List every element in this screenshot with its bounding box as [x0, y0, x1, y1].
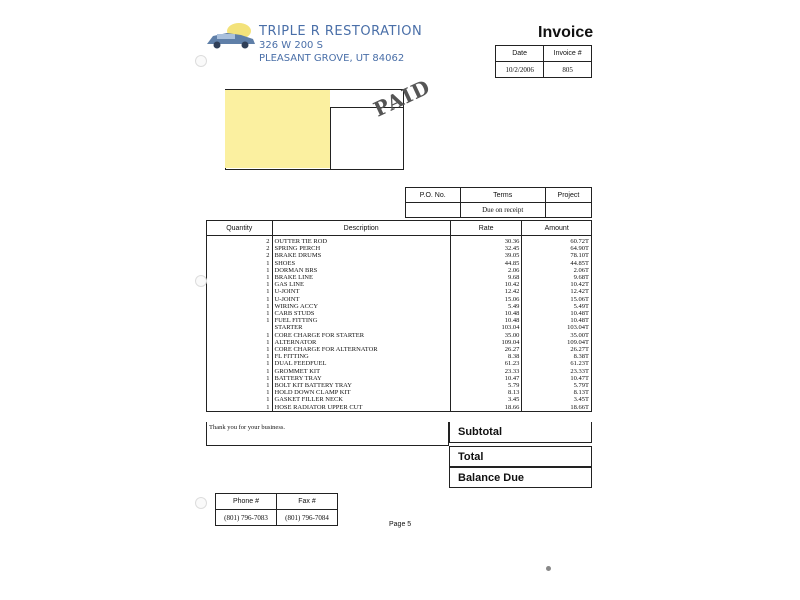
line-item-amount: 8.38T: [522, 353, 592, 360]
line-item-description: GASKET FILLER NECK: [272, 396, 450, 403]
line-item-amount: 44.85T: [522, 260, 592, 267]
line-item-amount: 78.10T: [522, 252, 592, 259]
line-item-description: BRAKE DRUMS: [272, 252, 450, 259]
line-item-quantity: 1: [207, 303, 273, 310]
line-item-amount: 10.48T: [522, 317, 592, 324]
line-item-description: CORE CHARGE FOR ALTERNATOR: [272, 346, 450, 353]
line-item-rate: 109.04: [450, 339, 522, 346]
line-item-quantity: 1: [207, 267, 273, 274]
line-item-row: [207, 389, 592, 396]
quantity-header: Quantity: [207, 221, 273, 236]
line-item-amount: 10.42T: [522, 281, 592, 288]
line-item-amount: 109.04T: [522, 339, 592, 346]
line-item-description: SHOES: [272, 260, 450, 267]
line-item-row: [207, 267, 592, 274]
line-item-row: [207, 382, 592, 389]
terms-value: Due on receipt: [460, 203, 545, 218]
line-item-quantity: 2: [207, 236, 273, 246]
line-item-row: [207, 375, 592, 382]
car-logo-icon: [205, 22, 257, 52]
description-header: Description: [272, 221, 450, 236]
po-value: [406, 203, 461, 218]
line-item-quantity: 1: [207, 260, 273, 267]
totals-area: [206, 422, 592, 490]
line-item-description: U-JOINT: [272, 296, 450, 303]
line-item-row: [207, 368, 592, 375]
line-item-row: [207, 303, 592, 310]
thank-you-note: Thank you for your business.: [206, 422, 449, 446]
line-item-amount: 12.42T: [522, 288, 592, 295]
line-item-rate: 8.13: [450, 389, 522, 396]
document-title: Invoice: [538, 24, 594, 41]
line-item-quantity: 2: [207, 245, 273, 252]
line-item-amount: 5.79T: [522, 382, 592, 389]
contact-table: [215, 493, 338, 526]
project-value: [545, 203, 591, 218]
line-item-amount: 10.47T: [522, 375, 592, 382]
page-number: Page 5: [389, 521, 412, 528]
line-item-description: DUAL FEEDFUEL: [272, 360, 450, 367]
line-item-rate: 30.36: [450, 236, 522, 246]
line-item-description: HOSE RADIATOR UPPER CUT: [272, 404, 450, 412]
line-item-row: [207, 236, 592, 246]
line-item-quantity: 2: [207, 252, 273, 259]
line-item-amount: 35.00T: [522, 332, 592, 339]
line-item-rate: 10.42: [450, 281, 522, 288]
line-item-rate: 3.45: [450, 396, 522, 403]
line-item-row: [207, 281, 592, 288]
fax-value: (801) 796-7084: [277, 510, 338, 526]
line-item-row: [207, 396, 592, 403]
line-item-description: GAS LINE: [272, 281, 450, 288]
line-item-rate: 9.68: [450, 274, 522, 281]
line-items-table: [206, 220, 592, 412]
project-header: Project: [545, 188, 591, 203]
punch-hole: [195, 275, 207, 287]
line-item-rate: 26.27: [450, 346, 522, 353]
line-item-quantity: 1: [207, 404, 273, 412]
fax-header: Fax #: [277, 494, 338, 510]
line-item-row: [207, 339, 592, 346]
line-item-description: HOLD DOWN CLAMP KIT: [272, 389, 450, 396]
line-item-quantity: 1: [207, 288, 273, 295]
line-item-amount: 5.49T: [522, 303, 592, 310]
line-item-rate: 15.06: [450, 296, 522, 303]
phone-header: Phone #: [216, 494, 277, 510]
invoice-number: 805: [544, 62, 592, 78]
rate-header: Rate: [450, 221, 522, 236]
line-item-quantity: 1: [207, 396, 273, 403]
line-item-description: BRAKE LINE: [272, 274, 450, 281]
line-item-rate: 10.48: [450, 310, 522, 317]
line-item-amount: 3.45T: [522, 396, 592, 403]
balance-due-label: Balance Due: [449, 467, 592, 488]
line-item-amount: 15.06T: [522, 296, 592, 303]
line-item-description: GROMMET KIT: [272, 368, 450, 375]
line-item-quantity: 1: [207, 310, 273, 317]
line-item-rate: 5.49: [450, 303, 522, 310]
invoice-info-table: [495, 45, 592, 78]
line-item-quantity: 1: [207, 346, 273, 353]
line-item-quantity: 1: [207, 332, 273, 339]
line-item-rate: 12.42: [450, 288, 522, 295]
line-item-amount: 61.23T: [522, 360, 592, 367]
line-item-row: [207, 260, 592, 267]
line-item-quantity: 1: [207, 360, 273, 367]
line-item-quantity: 1: [207, 317, 273, 324]
line-item-rate: 32.45: [450, 245, 522, 252]
subtotal-label: Subtotal: [449, 422, 592, 443]
invoice-number-header: Invoice #: [544, 46, 592, 62]
line-item-quantity: 1: [207, 382, 273, 389]
punch-hole: [195, 497, 207, 509]
line-item-row: [207, 353, 592, 360]
line-item-rate: 35.00: [450, 332, 522, 339]
line-item-rate: 5.79: [450, 382, 522, 389]
line-item-description: STARTER: [272, 324, 450, 331]
company-address-line1: 326 W 200 S: [259, 40, 323, 51]
line-item-amount: 9.68T: [522, 274, 592, 281]
line-item-rate: 10.48: [450, 317, 522, 324]
line-item-rate: 18.66: [450, 404, 522, 412]
line-item-rate: 103.04: [450, 324, 522, 331]
line-item-row: [207, 245, 592, 252]
line-item-description: FUEL FITTING: [272, 317, 450, 324]
line-item-rate: 2.06: [450, 267, 522, 274]
punch-hole: [195, 55, 207, 67]
line-item-row: [207, 296, 592, 303]
line-item-row: [207, 310, 592, 317]
line-item-description: BATTERY TRAY: [272, 375, 450, 382]
line-item-quantity: 1: [207, 281, 273, 288]
line-item-amount: 26.27T: [522, 346, 592, 353]
line-item-quantity: 1: [207, 274, 273, 281]
scan-smudge: [546, 566, 551, 571]
line-item-description: SPRING PERCH: [272, 245, 450, 252]
line-item-rate: 10.47: [450, 375, 522, 382]
line-item-amount: 18.66T: [522, 404, 592, 412]
line-item-description: U-JOINT: [272, 288, 450, 295]
line-item-row: [207, 332, 592, 339]
total-label: Total: [449, 446, 592, 467]
po-header: P.O. No.: [406, 188, 461, 203]
line-item-amount: 60.72T: [522, 236, 592, 246]
invoice-date: 10/2/2006: [496, 62, 544, 78]
line-item-amount: 8.13T: [522, 389, 592, 396]
line-item-description: ALTERNATOR: [272, 339, 450, 346]
line-item-quantity: 1: [207, 368, 273, 375]
line-item-row: [207, 360, 592, 367]
company-block: [259, 24, 422, 65]
line-item-amount: 103.04T: [522, 324, 592, 331]
line-item-description: CORE CHARGE FOR STARTER: [272, 332, 450, 339]
line-item-rate: 39.05: [450, 252, 522, 259]
line-item-rate: 8.38: [450, 353, 522, 360]
line-item-description: FL FITTING: [272, 353, 450, 360]
line-item-row: [207, 324, 592, 331]
line-item-rate: 44.85: [450, 260, 522, 267]
line-item-description: OUTTER TIE ROD: [272, 236, 450, 246]
line-item-rate: 61.23: [450, 360, 522, 367]
order-info-table: [405, 187, 592, 218]
line-item-rate: 23.33: [450, 368, 522, 375]
amount-header: Amount: [522, 221, 592, 236]
phone-value: (801) 796-7083: [216, 510, 277, 526]
line-item-quantity: [207, 324, 273, 331]
line-item-amount: 64.90T: [522, 245, 592, 252]
line-item-row: [207, 317, 592, 324]
line-item-row: [207, 288, 592, 295]
line-item-amount: 10.48T: [522, 310, 592, 317]
line-item-quantity: 1: [207, 389, 273, 396]
sticky-note: [225, 90, 330, 168]
company-address-line2: PLEASANT GROVE, UT 84062: [259, 53, 405, 64]
company-name: TRIPLE R RESTORATION: [259, 24, 423, 39]
line-item-quantity: 1: [207, 296, 273, 303]
line-item-row: [207, 274, 592, 281]
line-item-row: [207, 346, 592, 353]
line-item-quantity: 1: [207, 339, 273, 346]
line-item-quantity: 1: [207, 375, 273, 382]
line-item-description: BOLT KIT BATTERY TRAY: [272, 382, 450, 389]
paid-stamp: PAID: [369, 74, 435, 122]
terms-header: Terms: [460, 188, 545, 203]
line-item-quantity: 1: [207, 353, 273, 360]
line-item-row: [207, 252, 592, 259]
date-header: Date: [496, 46, 544, 62]
line-item-description: WIRING ACCY: [272, 303, 450, 310]
line-item-description: DORMAN BRS: [272, 267, 450, 274]
line-item-amount: 2.06T: [522, 267, 592, 274]
line-item-description: CARB STUDS: [272, 310, 450, 317]
line-item-row: [207, 404, 592, 412]
line-item-amount: 23.33T: [522, 368, 592, 375]
